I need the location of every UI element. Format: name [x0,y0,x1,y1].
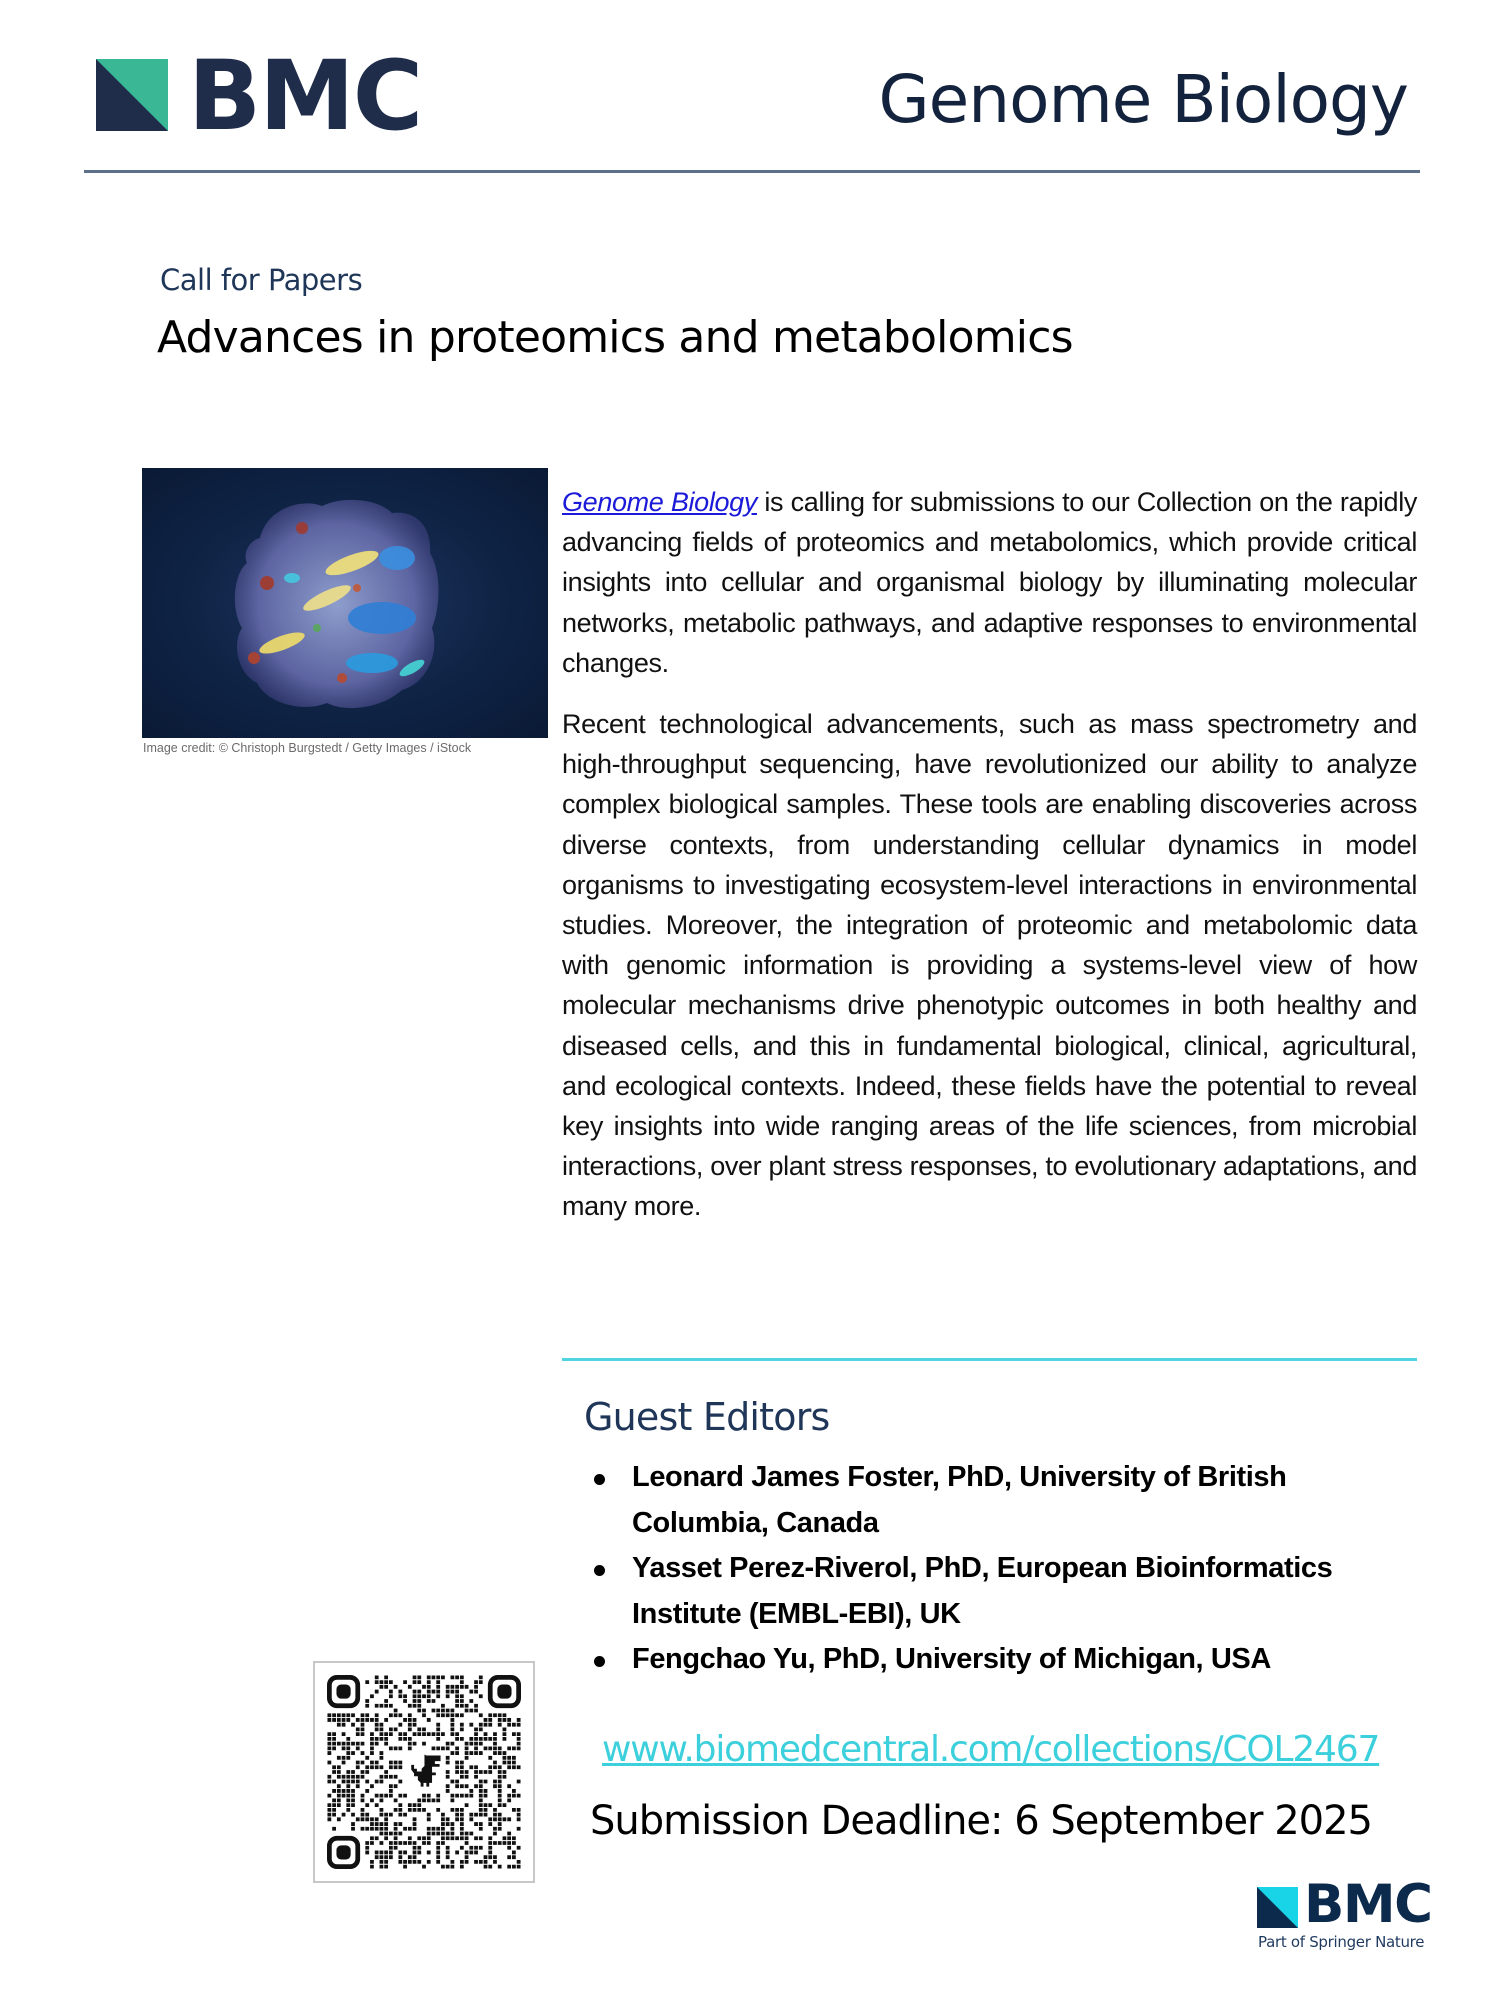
editor-item [586,1455,1426,1546]
bullet-icon [594,1474,605,1485]
editor-name: Leonard James Foster, PhD, University of British Columbia, Canada [632,1461,1287,1539]
description [562,482,1417,1248]
editor-name: Fengchao Yu, PhD, University of Michigan, USA [632,1643,1271,1675]
bmc-footer-logo: BMC [1304,1874,1432,1935]
qr-finder-center [336,1684,350,1698]
qr-finder-center [497,1684,511,1698]
guest-editors-heading: Guest Editors [584,1395,830,1439]
collection-url-link[interactable]: www.biomedcentral.com/collections/COL2467 [602,1729,1380,1770]
genome-biology-link[interactable]: Genome Biology [562,487,757,517]
bmc-logo: BMC [188,40,422,152]
bmc-footer-logo-square-icon [1257,1887,1298,1928]
guest-editors-list [586,1455,1426,1683]
protein-illustration-icon [142,468,548,738]
protein-structure-image [142,468,548,738]
details-paragraph: Recent technological advancements, such as mass spectrometry and high-throughput sequencing, have revolutionized our ability to analyze complex biological samples. These tools are enabling discoveries across diverse contexts, from understanding cellular dynamics in model organisms to investigating ecosystem-level interactions in environmental studies. Moreover, the integration of proteomic and metabolomic data with genomic information is providing a systems-level view of how molecular mechanisms drive phenotypic outcomes in both healthy and diseased cells, and this in fundamental biological, clinical, agricultural, and ecological contexts. Indeed, these fields have the potential to reveal key insights into wide ranging areas of the life sciences, from microbial interactions, over plant stress responses, to evolutionary adaptations, and many more. [562,709,1417,1222]
springer-nature-tagline: Part of Springer Nature [1258,1933,1425,1951]
call-for-papers-label: Call for Papers [160,263,363,297]
qr-code-icon [327,1675,521,1869]
section-divider [562,1358,1417,1361]
intro-text: is calling for submissions to our Collection on the rapidly advancing fields of proteomics and metabolomics, which provide critical insights into cellular and organismal biology by illuminating molecular networks, metabolic pathways, and adaptive responses to environmental changes. [562,487,1417,678]
journal-title: Genome Biology [878,61,1408,138]
collection-title: Advances in proteomics and metabolomics [157,312,1073,363]
image-credit: Image credit: © Christoph Burgstedt / Getty Images / iStock [143,741,472,755]
editor-item [586,1637,1426,1683]
submission-deadline: Submission Deadline: 6 September 2025 [590,1798,1373,1844]
bullet-icon [594,1565,605,1576]
editor-item [586,1546,1426,1637]
qr-finder-center [336,1845,350,1859]
intro-paragraph [562,482,1417,683]
dinosaur-icon [411,1754,440,1786]
bullet-icon [594,1656,605,1667]
qr-code[interactable] [313,1661,535,1883]
editor-name: Yasset Perez-Riverol, PhD, European Bioinformatics Institute (EMBL-EBI), UK [632,1552,1333,1630]
bmc-logo-square-icon [96,59,168,131]
header-divider [84,170,1420,173]
